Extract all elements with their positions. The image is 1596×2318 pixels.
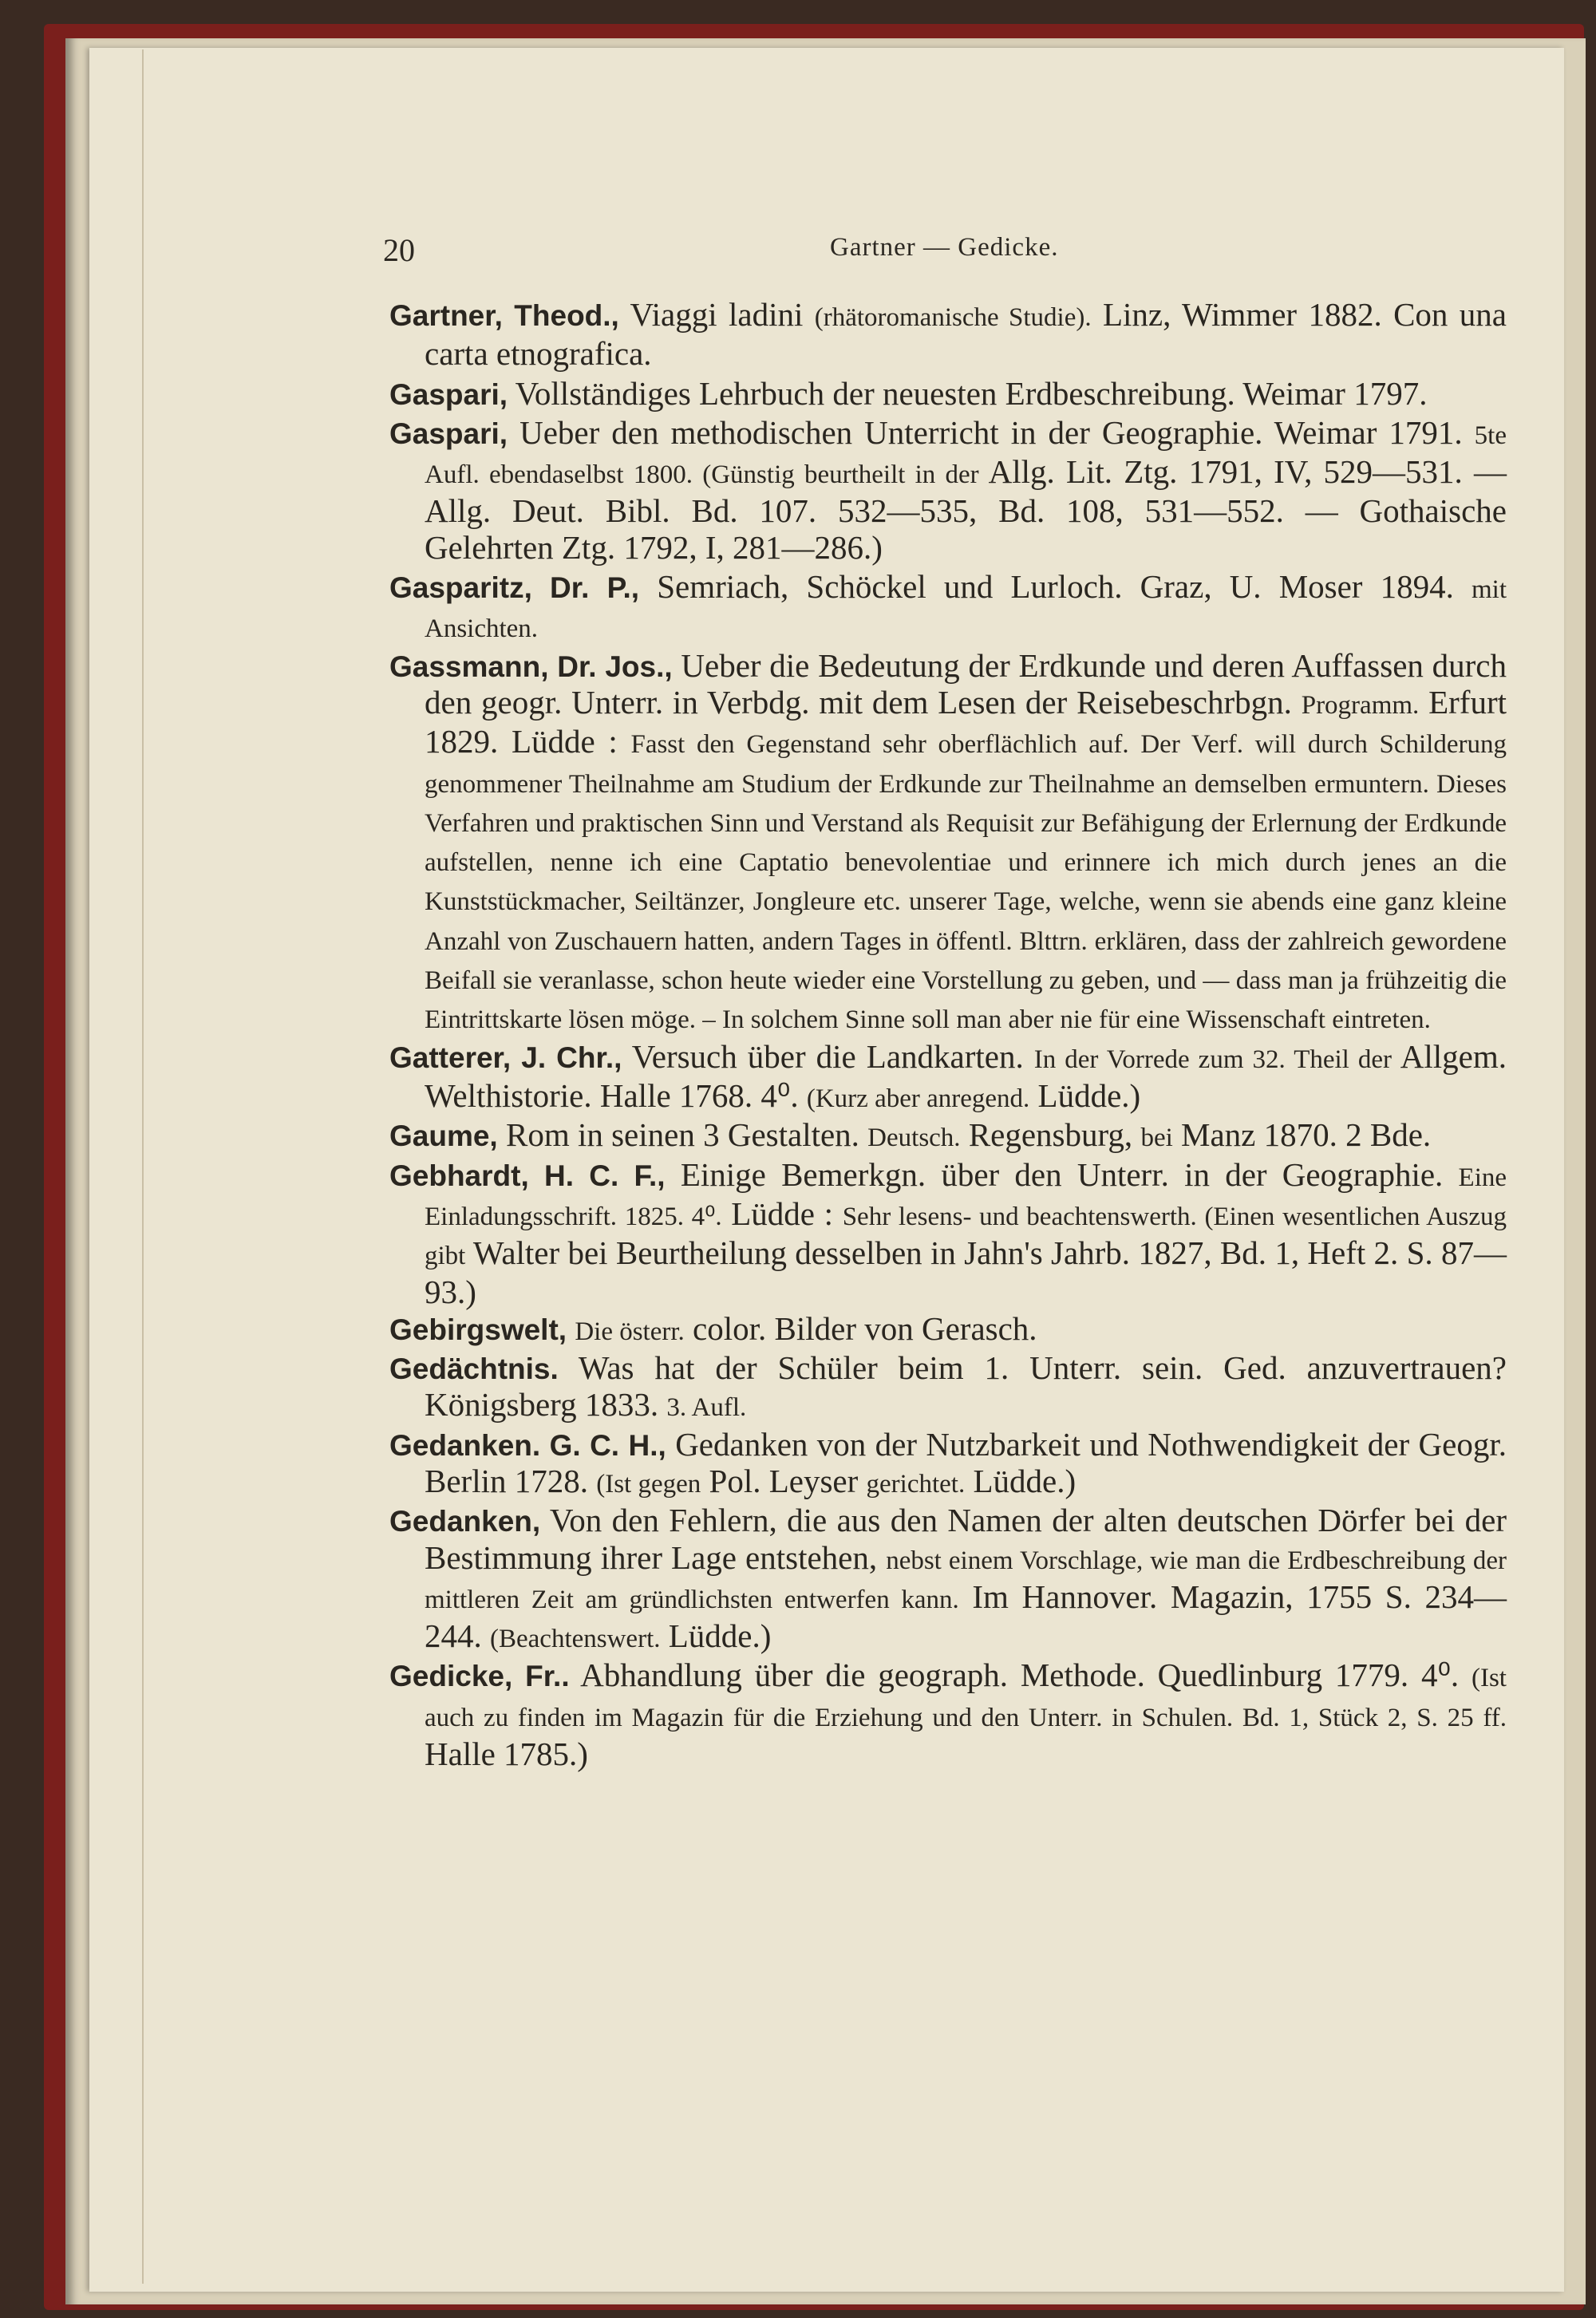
entry-text: Linz, Wimmer 1882. Con una carta etnografica. (425, 296, 1507, 373)
entry-head: Gaume, (389, 1120, 498, 1153)
entry-note: Sehr lesens- und beachtenswerth. (Einen wesentlichen Auszug gibt (425, 1202, 1507, 1271)
entry-head: Gartner, Theod., (389, 299, 619, 332)
entry-text: Allg. Lit. Ztg. 1791, IV, 529—531. — Allg. Deut. Bibl. Bd. 107. 532—535, Bd. 108, 531—552. — Gothaische Gelehrten Ztg. 1792, I, 281—286.) (425, 453, 1507, 566)
entry-head: Gaspari, (389, 417, 508, 450)
entry-text: Allgem. Welthistorie. Halle 1768. 4⁰. (425, 1037, 1507, 1114)
entry-note: (Ist auch zu finden im Magazin für die Erziehung und den Unterr. in Schulen. Bd. 1, Stück 2, S. 25 ff. (425, 1664, 1507, 1732)
entry-text: Ueber die Bedeutung der Erdkunde und deren Auffassen durch den geogr. Unterr. in Verbdg. mit dem Lesen der Reisebeschrbgn. (425, 646, 1507, 721)
entry-text: Gedanken von der Nutzbarkeit und Nothwendigkeit der Geogr. Berlin 1728. (425, 1425, 1507, 1499)
entry-text: Erfurt 1829. Lüdde : (425, 683, 1507, 760)
entry-note: gerichtet. (866, 1469, 966, 1499)
entry-text: Semriach, Schöckel und Lurloch. Graz, U. Moser 1894. (639, 568, 1472, 606)
entry-text: Lüdde.) (965, 1462, 1077, 1499)
entry-text: Was hat der Schüler beim 1. Unterr. sein. Ged. anzuvertrauen? Königsberg 1833. (425, 1349, 1507, 1424)
entry-text: Walter bei Beurtheilung desselben in Jahn's Jahrb. 1827, Bd. 1, Heft 2. S. 87—93.) (425, 1234, 1507, 1311)
entry-note: (Kurz aber anregend. (806, 1084, 1030, 1113)
bibliography-entry (389, 1117, 1507, 1156)
bibliography-entries (389, 297, 1507, 1775)
bibliography-entry (389, 1657, 1507, 1775)
entry-text: Lüdde.) (660, 1617, 772, 1655)
entry-text: Manz 1870. 2 Bde. (1172, 1116, 1432, 1154)
entry-head: Gaspari, (389, 377, 508, 411)
page-header (383, 223, 1500, 271)
bibliography-entry (389, 648, 1507, 1039)
entry-head: Gedicke, Fr.. (389, 1660, 570, 1693)
entry-note: In der Vorrede zum 32. Theil der (1033, 1044, 1393, 1074)
bibliography-entry (389, 1157, 1507, 1311)
entry-note: Die österr. (575, 1317, 685, 1346)
entry-note: 3. Aufl. (666, 1393, 747, 1423)
entry-text: Ueber den methodischen Unterricht in der Geographie. Weimar 1791. (508, 413, 1475, 451)
bibliography-entry (389, 1039, 1507, 1118)
entry-head: Gatterer, J. Chr., (389, 1041, 622, 1074)
entry-text: Abhandlung über die geograph. Methode. Quedlinburg 1779. 4⁰. (569, 1657, 1472, 1694)
entry-note: (Beachtenswert. (490, 1625, 661, 1654)
bibliography-entry (389, 1350, 1507, 1427)
entry-head: Gedächtnis. (389, 1352, 559, 1386)
bibliography-entry (389, 1427, 1507, 1503)
entry-head: Gebhardt, H. C. F., (389, 1159, 666, 1192)
entry-note: nebst einem Vorschlage, wie man die Erdbeschreibung der mittleren Zeit am gründlichsten entwerfen kann. (425, 1546, 1507, 1614)
page-margin-rule (142, 49, 144, 2284)
entry-note: 5te Aufl. ebendaselbst 1800. (Günstig beurtheilt in der (425, 421, 1507, 490)
entry-text: Vollständiges Lehrbuch der neuesten Erdbeschreibung. Weimar 1797. (508, 374, 1428, 412)
entry-text: Lüdde : (721, 1195, 843, 1232)
bibliography-entry (389, 1503, 1507, 1657)
entry-note: Fasst den Gegenstand sehr oberflächlich auf. Der Verf. will durch Schilderung genommener Theilnahme am Studium der Erdkunde zur Theilnahme an demselben ermuntern. Dieses Verfahren und praktischen Sinn und Verstand als Requisit zur Befähigung der Erlernung der Erdkunde aufstellen, nenne ich eine Captatio benevolentiae und erinnere ich mich durch jenes an die Kunststückmacher, Seiltänzer, Jongleure etc. unserer Tage, welche, wenn sie abends eine ganz kleine Anzahl von Zuschauern hatten, andern Tages in öffentl. Blttrn. erklären, dass der zahlreich gewordene Beifall sie veranlasse, schon heute wieder eine Vorstellung zu geben, und — dass man ja frühzeitig die Eintrittskarte lösen möge. – In solchem Sinne soll man aber nie für eine Wissenschaft eintreten. (425, 730, 1507, 1035)
entry-text: Pol. Leyser (701, 1462, 867, 1499)
entry-note: (Ist gegen (596, 1469, 701, 1499)
entry-text: Viaggi ladini (618, 296, 815, 333)
entry-head: Gassmann, Dr. Jos., (389, 650, 673, 683)
bibliography-entry (389, 376, 1507, 415)
entry-note: bei (1140, 1123, 1173, 1153)
entry-text: Einige Bemerkgn. über den Unterr. in der Geographie. (665, 1155, 1459, 1193)
entry-text: color. Bilder von Gerasch. (684, 1309, 1037, 1347)
entry-note: Deutsch. (867, 1123, 961, 1153)
entry-note: (rhätoromanische Studie). (814, 303, 1092, 332)
entry-text: Versuch über die Landkarten. (622, 1037, 1034, 1075)
entry-head: Gedanken, (389, 1505, 541, 1538)
bibliography-entry (389, 569, 1507, 648)
bibliography-entry (389, 415, 1507, 569)
entry-text: Von den Fehlern, die aus den Namen der alten deutschen Dörfer bei der Bestimmung ihrer Lage entstehen, (425, 1502, 1507, 1576)
entry-note: mit Ansichten. (425, 575, 1507, 644)
entry-note: Programm. (1301, 690, 1420, 720)
bibliography-entry (389, 297, 1507, 376)
page-number: 20 (383, 232, 415, 268)
entry-text: Lüdde.) (1029, 1076, 1141, 1114)
entry-head: Gebirgswelt, (389, 1313, 567, 1346)
entry-text: Halle 1785.) (425, 1735, 588, 1772)
bibliography-entry (389, 1311, 1507, 1350)
entry-text: Regensburg, (960, 1116, 1141, 1154)
entry-text (567, 1310, 575, 1347)
entry-note: Eine Einladungsschrift. 1825. 4⁰. (425, 1163, 1507, 1231)
entry-text: Im Hannover. Magazin, 1755 S. 234—244. (425, 1578, 1507, 1655)
entry-text: Rom in seinen 3 Gestalten. (497, 1116, 868, 1154)
running-head: Gartner — Gedicke. (830, 233, 1059, 262)
entry-head: Gedanken. G. C. H., (389, 1428, 666, 1462)
entry-head: Gasparitz, Dr. P., (389, 571, 640, 605)
